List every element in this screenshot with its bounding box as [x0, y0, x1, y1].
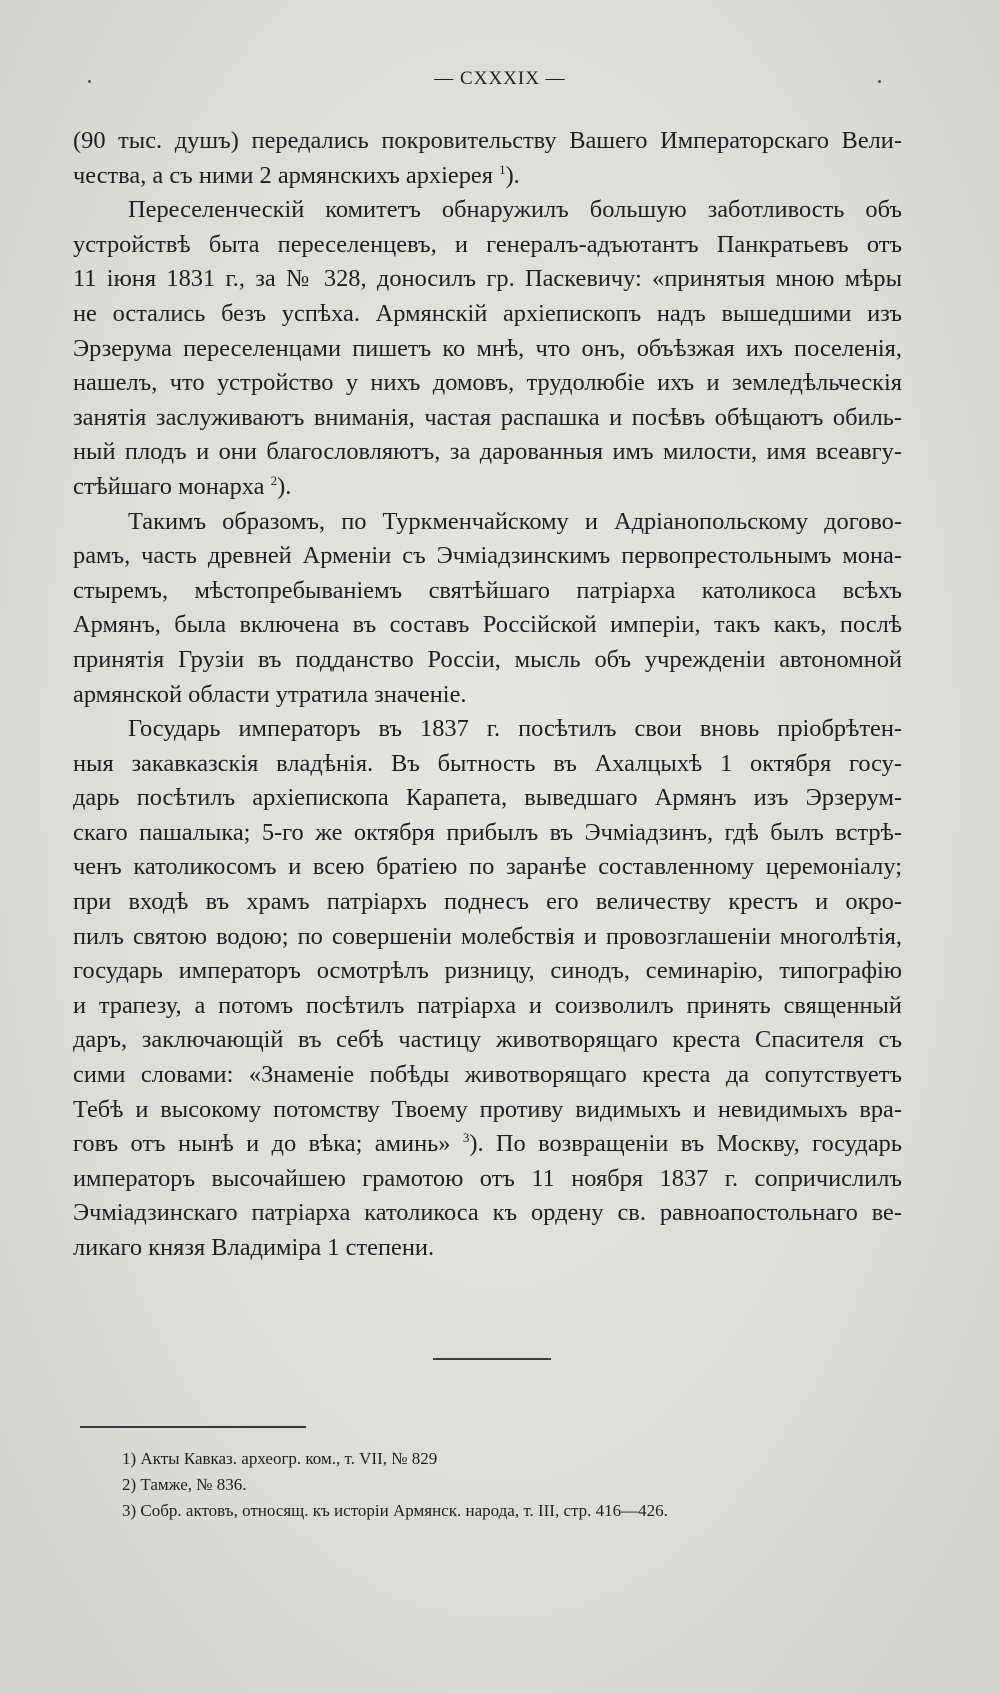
line-text: и трапезу, а потомъ посѣтилъ патрiарха и соизволилъ принять священный	[73, 991, 902, 1019]
line-text: сими словами: «Знаменiе побѣды животворящаго креста да сопутствуетъ	[73, 1061, 902, 1089]
line-text: стыремъ, мѣстопребыванiемъ святѣйшаго патрiарха католикоса всѣхъ	[73, 576, 902, 604]
line-text-continuation: ). По возвращенiи въ Москву, государь	[469, 1130, 902, 1158]
line-text-continuation: ).	[277, 472, 292, 500]
text-line	[73, 885, 902, 920]
text-line	[73, 159, 902, 194]
text-line	[73, 574, 902, 609]
footnote-1: 1) Акты Кавказ. археогр. ком., т. VII, № 829	[122, 1449, 438, 1468]
line-text: стѣйшаго монарха	[73, 472, 271, 500]
line-text: чества, а съ ними 2 армянскихъ архiерея	[73, 161, 500, 189]
text-line	[73, 228, 902, 263]
page-number: — CXXXIX —	[434, 68, 566, 89]
line-text: ченъ католикосомъ и всею братiею по заранѣе составленному церемонiалу;	[73, 853, 902, 881]
line-text: принятiя Грузiи въ подданство Россiи, мысль объ учрежденiи автономной	[73, 645, 902, 673]
line-text: скаго пашалыка; 5-го же октября прибылъ въ Эчмiадзинъ, гдѣ былъ встрѣ-	[73, 818, 902, 846]
text-line	[73, 747, 902, 782]
line-text: Такимъ образомъ, по Туркменчайскому и Адрiанопольскому догово-	[128, 507, 902, 535]
text-line	[73, 954, 902, 989]
line-text: Армянъ, была включена въ составъ Россiйской имперiи, такъ какъ, послѣ	[73, 611, 902, 639]
text-line	[73, 643, 902, 678]
text-line	[73, 1196, 902, 1231]
footnotes	[122, 1446, 902, 1524]
footnote-marker: 3	[462, 1130, 470, 1146]
line-text: (90 тыс. душъ) передались покровительству Вашего Императорскаго Вели-	[73, 127, 902, 154]
footnote-marker: 2	[270, 472, 278, 488]
text-line	[73, 435, 902, 470]
text-line	[73, 1058, 902, 1093]
line-text: ный плодъ и они благословляютъ, за дарованныя имъ милости, имя всеавгу-	[73, 438, 902, 466]
footnote-marker: 1	[499, 161, 506, 177]
line-text: императоръ высочайшею грамотою отъ 11 ноября 1837 г. сопричислилъ	[73, 1164, 902, 1192]
text-line	[73, 781, 902, 816]
line-text: даръ, заключающiй въ себѣ частицу животворящаго креста Спасителя съ	[73, 1026, 902, 1054]
text-line	[73, 539, 902, 574]
line-text: дарь посѣтилъ архiепископа Карапета, выведшаго Армянъ изъ Эрзерум-	[73, 784, 902, 812]
text-line	[73, 366, 902, 401]
text-line	[73, 193, 902, 228]
text-line	[73, 989, 902, 1024]
footnote-rule	[80, 1426, 306, 1428]
line-text: рамъ, часть древней Арменiи съ Эчмiадзинскимъ первопрестольнымъ мона-	[73, 542, 902, 570]
line-text: Государь императоръ въ 1837 г. посѣтилъ свои вновь прiобрѣтен-	[128, 715, 902, 743]
text-line	[73, 1093, 902, 1128]
text-line	[73, 401, 902, 436]
line-text: ныя закавказскiя владѣнiя. Въ бытность въ Ахалцыхѣ 1 октября госу-	[73, 749, 902, 777]
text-line	[73, 505, 902, 540]
text-line	[73, 332, 902, 367]
text-line	[73, 608, 902, 643]
line-text: не остались безъ успѣха. Армянскiй архiепископъ надъ вышедшими изъ	[73, 299, 902, 327]
line-text: армянской области утратила значенiе.	[73, 680, 467, 708]
line-text: при входѣ въ храмъ патрiархъ поднесъ его величеству крестъ и окро-	[73, 888, 902, 916]
line-text: 11 iюня 1831 г., за № 328, доносилъ гр. Паскевичу: «принятыя мною мѣры	[73, 265, 902, 293]
paper-speck	[88, 80, 91, 83]
line-text: Тебѣ и высокому потомству Твоему противу видимыхъ и невидимыхъ вра-	[73, 1095, 902, 1123]
line-text: государь императоръ осмотрѣлъ ризницу, синодъ, семинарiю, типографiю	[73, 957, 902, 985]
line-text: занятiя заслуживаютъ вниманiя, частая распашка и посѣвъ обѣщаютъ обиль-	[73, 403, 902, 431]
text-line	[73, 1127, 902, 1162]
text-line	[73, 297, 902, 332]
line-text: говъ отъ нынѣ и до вѣка; аминь»	[73, 1130, 463, 1158]
text-line	[73, 262, 902, 297]
line-text: пилъ святою водою; по совершенiи молебствiя и провозглашенiи многолѣтiя,	[73, 922, 902, 950]
footnote-3: 3) Собр. актовъ, относящ. къ исторiи Армянск. народа, т. III, стр. 416—426.	[122, 1501, 668, 1520]
line-text-continuation: ).	[505, 161, 520, 189]
text-line	[73, 470, 902, 505]
line-text: устройствѣ быта переселенцевъ, и генералъ-адъютантъ Панкратьевъ отъ	[73, 230, 902, 258]
line-text: нашелъ, что устройство у нихъ домовъ, трудолюбiе ихъ и земледѣльческiя	[73, 369, 902, 397]
text-line	[73, 1231, 902, 1266]
line-text: Переселенческiй комитетъ обнаружилъ большую заботливость объ	[128, 196, 902, 224]
text-line	[73, 678, 902, 713]
text-line	[73, 850, 902, 885]
section-divider	[433, 1358, 551, 1360]
line-text: Эчмiадзинскаго патрiарха католикоса къ ордену св. равноапостольнаго ве-	[73, 1199, 902, 1227]
line-text: Эрзерума переселенцами пишетъ ко мнѣ, что онъ, объѣзжая ихъ поселенiя,	[73, 334, 902, 362]
body-text	[73, 124, 902, 1266]
text-line	[73, 712, 902, 747]
text-line	[73, 816, 902, 851]
text-line	[73, 124, 902, 159]
paper-speck	[878, 80, 881, 83]
text-line	[73, 1023, 902, 1058]
footnote-2: 2) Тамже, № 836.	[122, 1475, 247, 1494]
text-line	[73, 920, 902, 955]
text-line	[73, 1162, 902, 1197]
line-text: ликаго князя Владимiра 1 степени.	[73, 1234, 435, 1261]
